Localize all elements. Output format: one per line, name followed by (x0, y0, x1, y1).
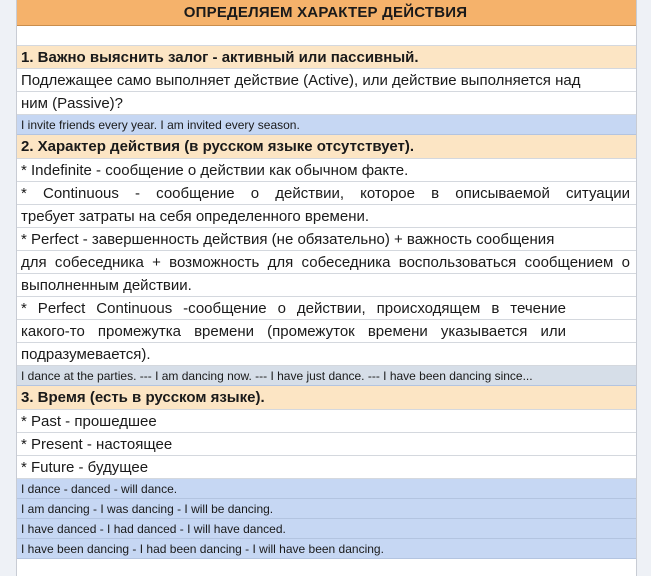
aspect-example: I dance at the parties. --- I am dancing now. --- I have just dance. --- I have been dancing since... (17, 366, 636, 386)
voice-line-2: ним (Passive)? (17, 92, 636, 115)
tense-line-past: * Past - прошедшее (17, 410, 636, 433)
aspect-line-3: требует затраты на себя определенного времени. (17, 205, 636, 228)
spreadsheet-sheet (16, 0, 637, 576)
voice-line-1: Подлежащее само выполняет действие (Active), или действие выполняется над (17, 69, 636, 92)
aspect-line-1: * Indefinite - сообщение о действии как обычном факте. (17, 159, 636, 182)
empty-row (17, 26, 636, 46)
page-title: ОПРЕДЕЛЯЕМ ХАРАКТЕР ДЕЙСТВИЯ (17, 0, 636, 26)
tense-line-future: * Future - будущее (17, 456, 636, 479)
aspect-line-8: какого-то промежутка времени (промежуток времени указывается или (17, 320, 636, 343)
aspect-line-9: подразумевается). (17, 343, 636, 366)
empty-row (17, 559, 636, 576)
tense-example-1: I dance - danced - will dance. (17, 479, 636, 499)
section-heading-voice: 1. Важно выяснить залог - активный или пассивный. (17, 46, 636, 69)
tense-example-4: I have been dancing - I had been dancing - I will have been dancing. (17, 539, 636, 559)
aspect-line-4: * Perfect - завершенность действия (не обязательно) + важность сообщения (17, 228, 636, 251)
section-heading-tense: 3. Время (есть в русском языке). (17, 386, 636, 410)
aspect-line-5: для собеседника + возможность для собеседника воспользоваться сообщением о (17, 251, 636, 274)
aspect-line-7: * Perfect Continuous -сообщение о действии, происходящем в течение (17, 297, 636, 320)
tense-example-2: I am dancing - I was dancing - I will be dancing. (17, 499, 636, 519)
aspect-line-2: * Continuous - сообщение о действии, которое в описываемой ситуации (17, 182, 636, 205)
voice-example: I invite friends every year. I am invited every season. (17, 115, 636, 135)
tense-line-present: * Present - настоящее (17, 433, 636, 456)
section-heading-aspect: 2. Характер действия (в русском языке отсутствует). (17, 135, 636, 159)
tense-example-3: I have danced - I had danced - I will have danced. (17, 519, 636, 539)
aspect-line-6: выполненным действии. (17, 274, 636, 297)
